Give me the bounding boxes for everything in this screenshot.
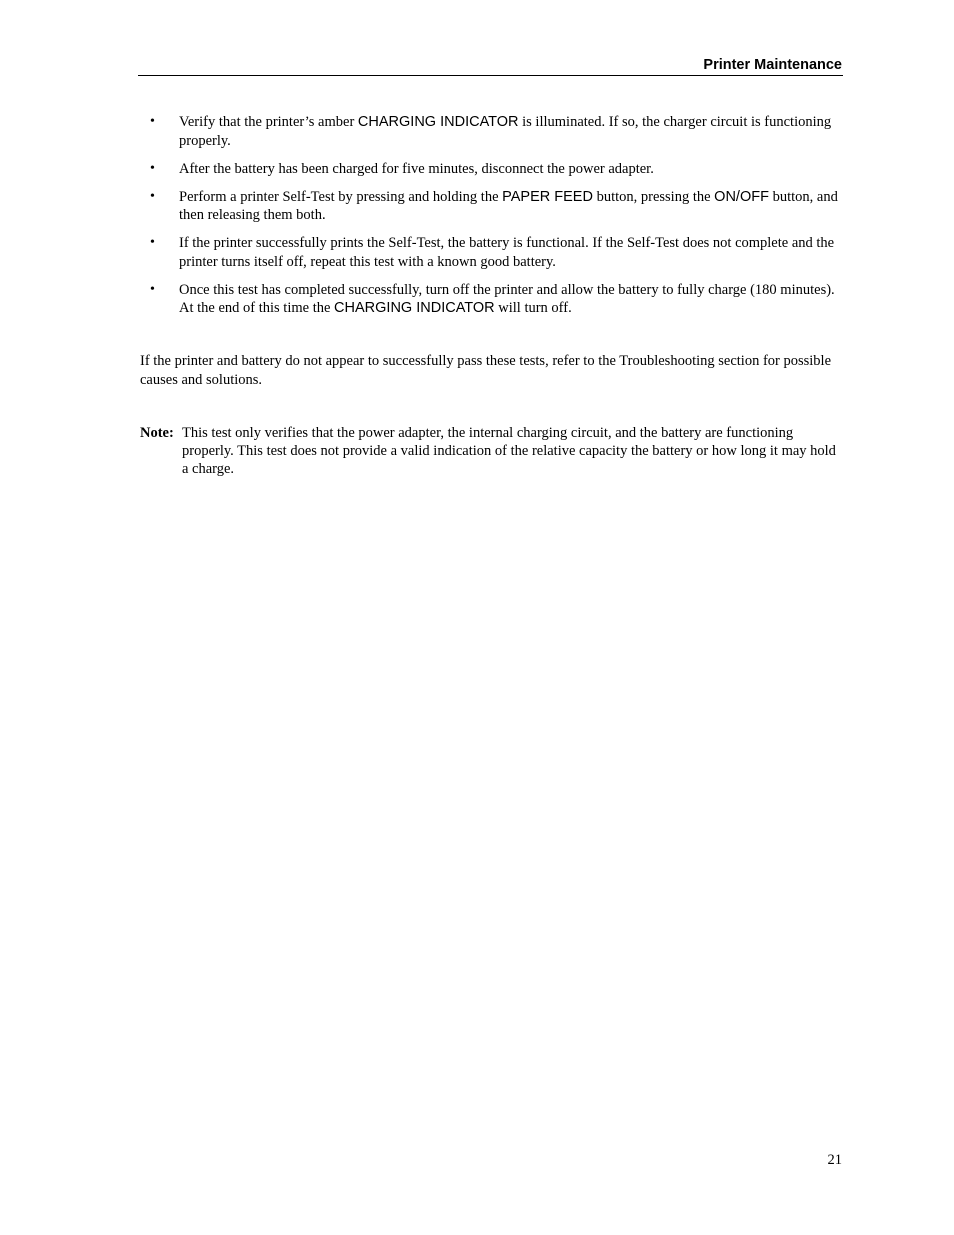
list-item: [140, 160, 845, 179]
item-text: After the battery has been charged for five minutes, disconnect the power adapter.: [179, 160, 654, 177]
list-item: [140, 234, 845, 271]
bullet-icon: •: [150, 114, 155, 129]
troubleshooting-paragraph: If the printer and battery do not appear to successfully pass these tests, refer to the Troubleshooting section for possible causes and solutions.: [140, 353, 832, 388]
instruction-list: [140, 113, 845, 327]
item-ui-label: CHARGING INDICATOR: [357, 114, 519, 130]
item-text: will turn off.: [494, 300, 572, 316]
item-text: If the printer successfully prints the Self-Test, the battery is functional. If the Self-Test does not complete and the printer turns itself off, repeat this test with a known good battery.: [179, 235, 835, 270]
page-header: [138, 56, 843, 76]
item-text: Verify that the printer’s amber: [179, 114, 358, 130]
note-label: Note:: [140, 425, 174, 441]
item-ui-label: ON/OFF: [714, 188, 769, 205]
item-text: is illuminated. If so, the charger circuit is functioning properly.: [179, 114, 832, 149]
item-text: button, and then releasing them both.: [179, 188, 838, 223]
list-item: [140, 113, 845, 150]
item-ui-label: PAPER FEED: [502, 188, 593, 205]
bullet-icon: •: [150, 160, 155, 176]
note-text: This test only verifies that the power adapter, the internal charging circuit, and the battery are functioning properly. This test does not provide a valid indication of the relative capacity the battery or how long it may hold a charge.: [182, 425, 836, 477]
item-ui-label: CHARGING INDICATOR: [334, 300, 495, 316]
page-number: 21: [827, 1152, 842, 1168]
item-text: button, pressing the: [592, 188, 715, 205]
list-item: [140, 281, 845, 318]
header-title: Printer Maintenance: [703, 57, 842, 73]
bullet-icon: •: [150, 235, 155, 250]
note-block: [140, 425, 845, 478]
bullet-icon: •: [150, 188, 155, 204]
bullet-icon: •: [150, 281, 155, 297]
item-text: Once this test has completed successfully, turn off the printer and allow the battery to fully charge (180 minutes). At the end of this time the: [179, 281, 835, 316]
item-text: Perform a printer Self-Test by pressing and holding the: [179, 188, 503, 205]
list-item: [140, 188, 845, 225]
